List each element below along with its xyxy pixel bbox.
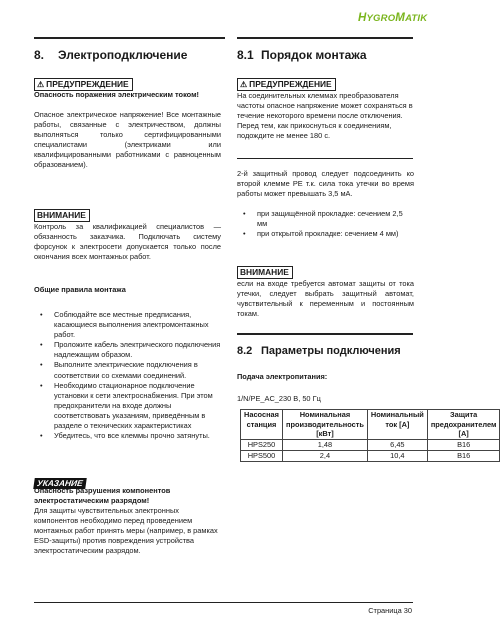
table-header-row: [241, 410, 500, 440]
footer-rule: [34, 602, 413, 603]
top-rule-right: [237, 37, 413, 39]
attention1-body: Контроль за квалификацией специалистов — обязанность заказчика. Подключать систему форсунок к электросети допускается только после окончания всех монтажных работ.: [34, 222, 221, 262]
divider: [237, 158, 413, 159]
supply-label: Подача электропитания:: [237, 372, 328, 381]
col-header: Защита предохранителем [A]: [427, 410, 500, 440]
attention2-label: ВНИМАНИЕ: [237, 262, 293, 280]
list-item: • при защищённой прокладке: сечением 2,5 мм: [237, 209, 414, 229]
table-row: [241, 450, 500, 461]
page-number: Страница 30: [368, 606, 412, 615]
col-header: Номинальный ток [A]: [367, 410, 427, 440]
warning1-body: Опасное электрическое напряжение! Все монтажные работы, связанные с электричеством, должны выполняться только сертифицированными специалистами (электриками или квалифицированными работниками с равноценным образованием).: [34, 110, 221, 170]
warning-triangle-icon: ⚠: [37, 80, 45, 89]
list-item: • Проложите кабель электрического подключения надлежащим образом.: [34, 340, 221, 360]
notice-label: УКАЗАНИЕ: [34, 473, 86, 491]
rules-list: [34, 310, 221, 441]
attention2-body: если на входе требуется автомат защиты от тока утечки, следует выбрать защитный автомат, чувствительный к переменным и постоянным токам.: [237, 279, 414, 319]
warning2-body: На соединительных клеммах преобразователя частоты опасное напряжение может сохраняться в течение некоторого времени после отключения. Перед тем, как прикоснуться к соединениям, подождите не менее 180 с.: [237, 91, 413, 141]
warning2-label: ⚠ ПРЕДУПРЕЖДЕНИЕ: [237, 74, 336, 92]
subsection-8-2-heading: 8.2 Параметры подключения: [237, 345, 401, 357]
ground-bullets: [237, 209, 414, 239]
table-cell: 10,4: [367, 450, 427, 461]
warning-triangle-icon: ⚠: [240, 80, 248, 89]
supply-value: 1/N/PE_AC_230 В, 50 Гц: [237, 394, 321, 403]
section-heading: 8. Электроподключение: [34, 48, 188, 62]
list-item: • Необходимо стационарное подключение установки к сети электроснабжения. При этом предохранители на входе должны соответствовать указаниям, приведённым в разделе о технических характеристиках: [34, 381, 221, 431]
section-rule: [237, 333, 413, 335]
table-cell: 1,48: [282, 439, 367, 450]
table-cell: HPS500: [241, 450, 283, 461]
table-cell: B16: [427, 450, 500, 461]
list-item: • Убедитесь, что все клеммы прочно затянуты.: [34, 431, 221, 441]
connection-table: [240, 409, 500, 462]
notice-body: Для защиты чувствительных электронных компонентов необходимо перед проведением монтажных работ принять меры (например, в рамках ESD-защиты) против повреждения устройства электростатическим разрядом.: [34, 506, 218, 556]
list-item: • Выполните электрические подключения в соответствии со схемами соединений.: [34, 360, 221, 380]
table-row: [241, 439, 500, 450]
warning1-heading: Опасность поражения электрическим током!: [34, 90, 200, 99]
col-header: Номинальная производительность [кВт]: [282, 410, 367, 440]
ground-text: 2-й защитный провод следует подсоединить ко второй клемме PE т.к. сила тока утечки во время работы может превышать 3,5 мА.: [237, 169, 414, 199]
table-cell: 2,4: [282, 450, 367, 461]
list-item: • при открытой прокладке: сечением 4 мм): [237, 229, 414, 239]
hygromatik-logo: HYGROMATIK: [358, 12, 428, 24]
list-item: • Соблюдайте все местные предписания, касающиеся выполнения электромонтажных работ.: [34, 310, 221, 340]
subsection-8-1-heading: 8.1 Порядок монтажа: [237, 48, 367, 62]
notice-heading: Опасность разрушения компонентов электростатическим разрядом!: [34, 486, 171, 506]
table-cell: B16: [427, 439, 500, 450]
general-rules-title: Общие правила монтажа: [34, 285, 126, 294]
attention1-label: ВНИМАНИЕ: [34, 205, 90, 223]
warning1-label: ⚠ ПРЕДУПРЕЖДЕНИЕ: [34, 74, 133, 92]
table-cell: 6,45: [367, 439, 427, 450]
table-cell: HPS250: [241, 439, 283, 450]
top-rule-left: [34, 37, 225, 39]
col-header: Насосная станция: [241, 410, 283, 440]
